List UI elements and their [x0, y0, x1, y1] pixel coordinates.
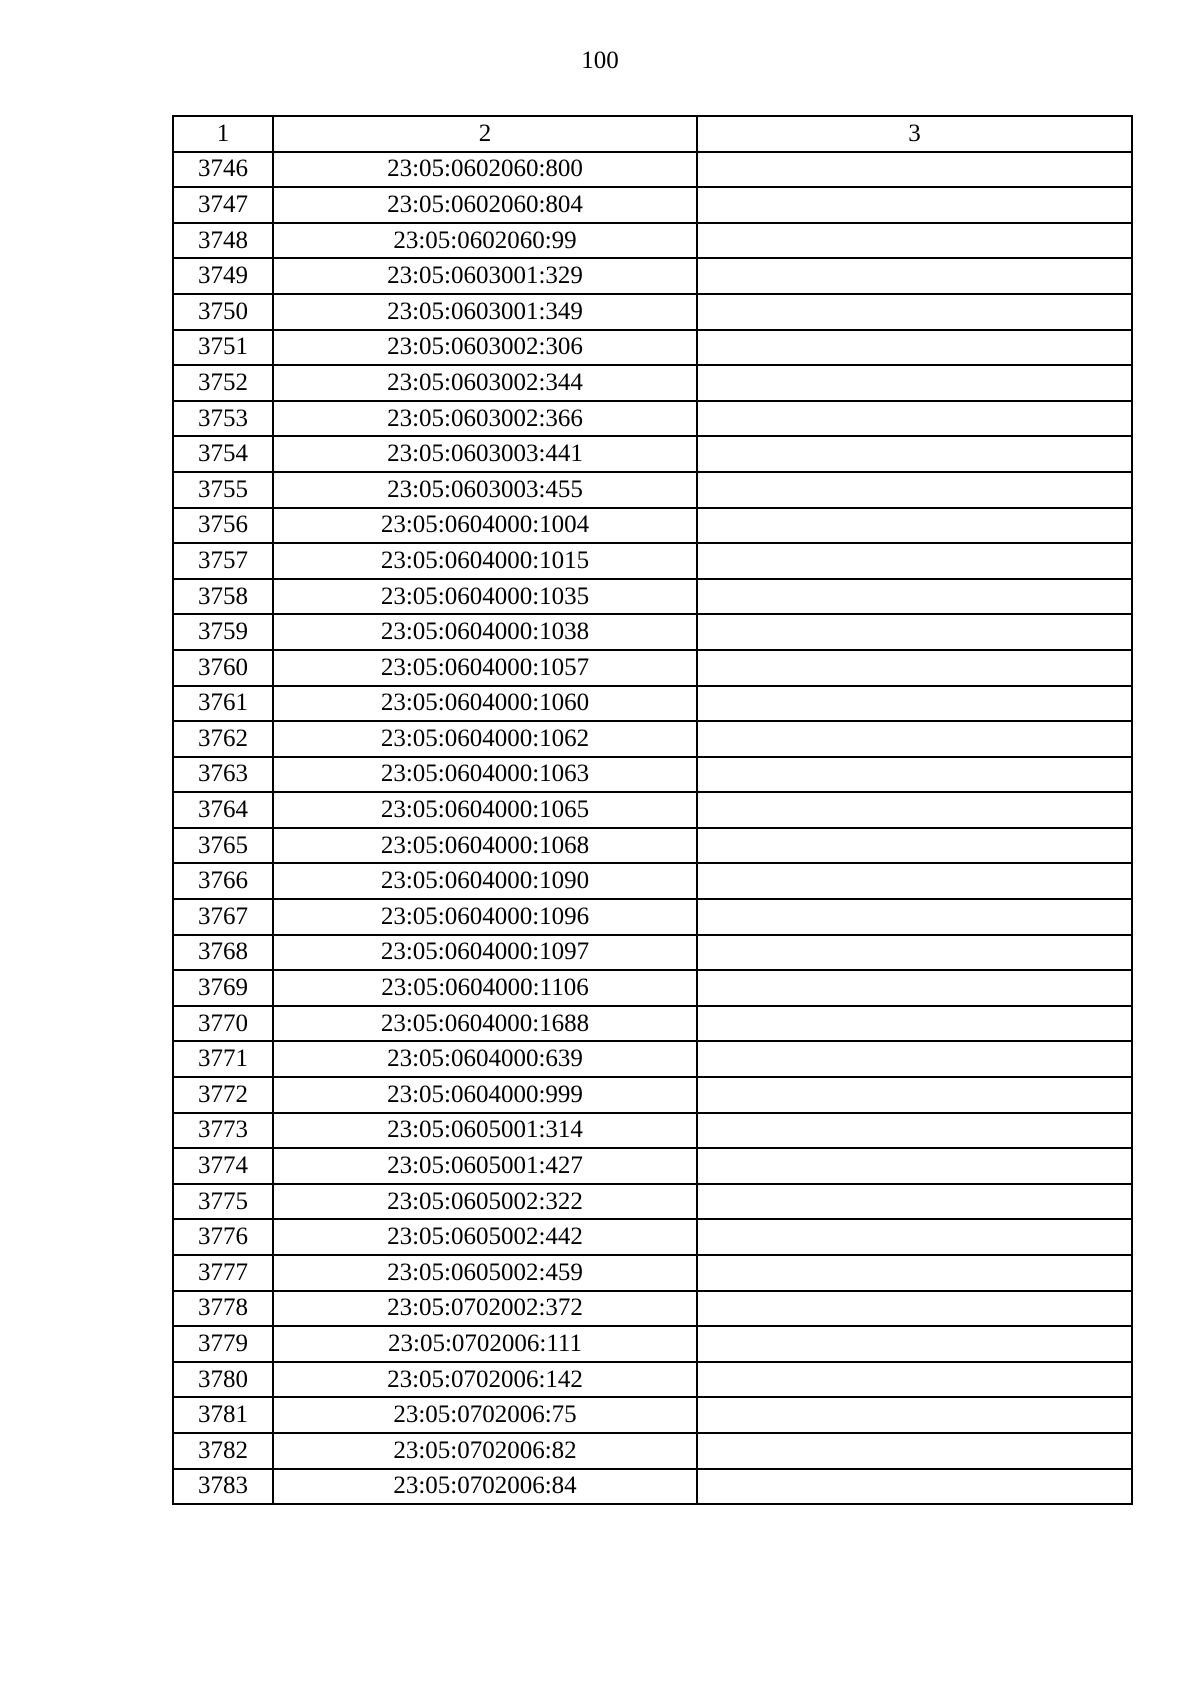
table-row	[173, 152, 1132, 188]
cadastral-number-cell: 23:05:0604000:1106	[273, 970, 697, 1006]
notes-cell	[697, 1219, 1132, 1255]
table-row	[173, 757, 1132, 793]
cadastral-number-cell: 23:05:0603001:329	[273, 258, 697, 294]
table-row	[173, 187, 1132, 223]
column-header-1: 1	[173, 116, 273, 152]
table-row	[173, 294, 1132, 330]
cadastral-number-cell: 23:05:0604000:1090	[273, 863, 697, 899]
table-row	[173, 401, 1132, 437]
row-number-cell: 3748	[173, 223, 273, 259]
cadastral-number-cell: 23:05:0604000:1057	[273, 650, 697, 686]
table-row	[173, 899, 1132, 935]
cadastral-number-cell: 23:05:0702006:111	[273, 1326, 697, 1362]
row-number-cell: 3746	[173, 152, 273, 188]
notes-cell	[697, 686, 1132, 722]
row-number-cell: 3764	[173, 792, 273, 828]
table-row	[173, 863, 1132, 899]
table-row	[173, 223, 1132, 259]
cadastral-number-cell: 23:05:0604000:1063	[273, 757, 697, 793]
page-number: 100	[581, 47, 619, 74]
table-row	[173, 828, 1132, 864]
row-number-cell: 3760	[173, 650, 273, 686]
notes-cell	[697, 650, 1132, 686]
notes-cell	[697, 1255, 1132, 1291]
row-number-cell: 3770	[173, 1006, 273, 1042]
notes-cell	[697, 970, 1132, 1006]
row-number-cell: 3768	[173, 935, 273, 971]
table-row	[173, 1184, 1132, 1220]
row-number-cell: 3758	[173, 579, 273, 615]
notes-cell	[697, 1041, 1132, 1077]
notes-cell	[697, 543, 1132, 579]
row-number-cell: 3751	[173, 330, 273, 366]
cadastral-number-cell: 23:05:0702002:372	[273, 1291, 697, 1327]
row-number-cell: 3782	[173, 1433, 273, 1469]
cadastral-number-cell: 23:05:0702006:82	[273, 1433, 697, 1469]
table-row	[173, 970, 1132, 1006]
row-number-cell: 3776	[173, 1219, 273, 1255]
table-row	[173, 436, 1132, 472]
cadastral-number-cell: 23:05:0604000:639	[273, 1041, 697, 1077]
table-row	[173, 1113, 1132, 1149]
notes-cell	[697, 1077, 1132, 1113]
table-row	[173, 686, 1132, 722]
table-row	[173, 614, 1132, 650]
notes-cell	[697, 1397, 1132, 1433]
table-row	[173, 1433, 1132, 1469]
table-row	[173, 258, 1132, 294]
cadastral-number-cell: 23:05:0605001:314	[273, 1113, 697, 1149]
notes-cell	[697, 1469, 1132, 1505]
table-row	[173, 1041, 1132, 1077]
cadastral-number-cell: 23:05:0602060:804	[273, 187, 697, 223]
cadastral-number-cell: 23:05:0603002:366	[273, 401, 697, 437]
cadastral-number-cell: 23:05:0603003:441	[273, 436, 697, 472]
row-number-cell: 3779	[173, 1326, 273, 1362]
cadastral-number-cell: 23:05:0605002:442	[273, 1219, 697, 1255]
cadastral-number-cell: 23:05:0603002:344	[273, 365, 697, 401]
table-row	[173, 1219, 1132, 1255]
notes-cell	[697, 899, 1132, 935]
cadastral-number-cell: 23:05:0605002:322	[273, 1184, 697, 1220]
notes-cell	[697, 614, 1132, 650]
row-number-cell: 3749	[173, 258, 273, 294]
row-number-cell: 3769	[173, 970, 273, 1006]
notes-cell	[697, 152, 1132, 188]
row-number-cell: 3762	[173, 721, 273, 757]
row-number-cell: 3767	[173, 899, 273, 935]
column-header-2: 2	[273, 116, 697, 152]
row-number-cell: 3783	[173, 1469, 273, 1505]
notes-cell	[697, 508, 1132, 544]
row-number-cell: 3753	[173, 401, 273, 437]
table-row	[173, 1469, 1132, 1505]
cadastral-number-cell: 23:05:0702006:142	[273, 1362, 697, 1398]
cadastral-number-cell: 23:05:0605002:459	[273, 1255, 697, 1291]
table-row	[173, 1006, 1132, 1042]
cadastral-number-cell: 23:05:0602060:800	[273, 152, 697, 188]
row-number-cell: 3780	[173, 1362, 273, 1398]
row-number-cell: 3778	[173, 1291, 273, 1327]
notes-cell	[697, 223, 1132, 259]
registry-table	[172, 115, 1133, 1505]
notes-cell	[697, 1291, 1132, 1327]
row-number-cell: 3759	[173, 614, 273, 650]
notes-cell	[697, 1184, 1132, 1220]
cadastral-number-cell: 23:05:0604000:1068	[273, 828, 697, 864]
notes-cell	[697, 1113, 1132, 1149]
row-number-cell: 3775	[173, 1184, 273, 1220]
cadastral-number-cell: 23:05:0605001:427	[273, 1148, 697, 1184]
cadastral-number-cell: 23:05:0604000:1004	[273, 508, 697, 544]
notes-cell	[697, 187, 1132, 223]
cadastral-number-cell: 23:05:0604000:1062	[273, 721, 697, 757]
table-row	[173, 1397, 1132, 1433]
row-number-cell: 3755	[173, 472, 273, 508]
row-number-cell: 3772	[173, 1077, 273, 1113]
notes-cell	[697, 828, 1132, 864]
table-row	[173, 579, 1132, 615]
cadastral-number-cell: 23:05:0702006:84	[273, 1469, 697, 1505]
cadastral-number-cell: 23:05:0604000:1097	[273, 935, 697, 971]
table-row	[173, 1326, 1132, 1362]
row-number-cell: 3761	[173, 686, 273, 722]
notes-cell	[697, 721, 1132, 757]
notes-cell	[697, 792, 1132, 828]
cadastral-number-cell: 23:05:0604000:1035	[273, 579, 697, 615]
cadastral-number-cell: 23:05:0702006:75	[273, 1397, 697, 1433]
row-number-cell: 3752	[173, 365, 273, 401]
notes-cell	[697, 579, 1132, 615]
table-header-row	[173, 116, 1132, 152]
row-number-cell: 3774	[173, 1148, 273, 1184]
notes-cell	[697, 1433, 1132, 1469]
row-number-cell: 3763	[173, 757, 273, 793]
notes-cell	[697, 757, 1132, 793]
notes-cell	[697, 401, 1132, 437]
row-number-cell: 3757	[173, 543, 273, 579]
table-row	[173, 472, 1132, 508]
table-row	[173, 1291, 1132, 1327]
row-number-cell: 3747	[173, 187, 273, 223]
row-number-cell: 3766	[173, 863, 273, 899]
table-body	[173, 152, 1132, 1505]
notes-cell	[697, 330, 1132, 366]
notes-cell	[697, 365, 1132, 401]
notes-cell	[697, 294, 1132, 330]
notes-cell	[697, 258, 1132, 294]
cadastral-number-cell: 23:05:0604000:1688	[273, 1006, 697, 1042]
table-row	[173, 792, 1132, 828]
table-row	[173, 1148, 1132, 1184]
table-row	[173, 508, 1132, 544]
table-row	[173, 1255, 1132, 1291]
table-row	[173, 650, 1132, 686]
notes-cell	[697, 436, 1132, 472]
notes-cell	[697, 1006, 1132, 1042]
row-number-cell: 3777	[173, 1255, 273, 1291]
cadastral-number-cell: 23:05:0604000:1060	[273, 686, 697, 722]
table-row	[173, 543, 1132, 579]
table-row	[173, 721, 1132, 757]
notes-cell	[697, 1148, 1132, 1184]
row-number-cell: 3765	[173, 828, 273, 864]
column-header-3: 3	[697, 116, 1132, 152]
cadastral-number-cell: 23:05:0604000:1038	[273, 614, 697, 650]
table-row	[173, 935, 1132, 971]
row-number-cell: 3771	[173, 1041, 273, 1077]
row-number-cell: 3781	[173, 1397, 273, 1433]
cadastral-number-cell: 23:05:0603002:306	[273, 330, 697, 366]
cadastral-number-cell: 23:05:0604000:1065	[273, 792, 697, 828]
row-number-cell: 3773	[173, 1113, 273, 1149]
cadastral-number-cell: 23:05:0604000:1096	[273, 899, 697, 935]
cadastral-number-cell: 23:05:0604000:1015	[273, 543, 697, 579]
row-number-cell: 3750	[173, 294, 273, 330]
table-row	[173, 1362, 1132, 1398]
cadastral-number-cell: 23:05:0603003:455	[273, 472, 697, 508]
cadastral-number-cell: 23:05:0602060:99	[273, 223, 697, 259]
notes-cell	[697, 863, 1132, 899]
row-number-cell: 3754	[173, 436, 273, 472]
cadastral-number-cell: 23:05:0603001:349	[273, 294, 697, 330]
table-row	[173, 1077, 1132, 1113]
table-row	[173, 330, 1132, 366]
notes-cell	[697, 472, 1132, 508]
notes-cell	[697, 935, 1132, 971]
row-number-cell: 3756	[173, 508, 273, 544]
cadastral-number-cell: 23:05:0604000:999	[273, 1077, 697, 1113]
table-row	[173, 365, 1132, 401]
notes-cell	[697, 1362, 1132, 1398]
notes-cell	[697, 1326, 1132, 1362]
